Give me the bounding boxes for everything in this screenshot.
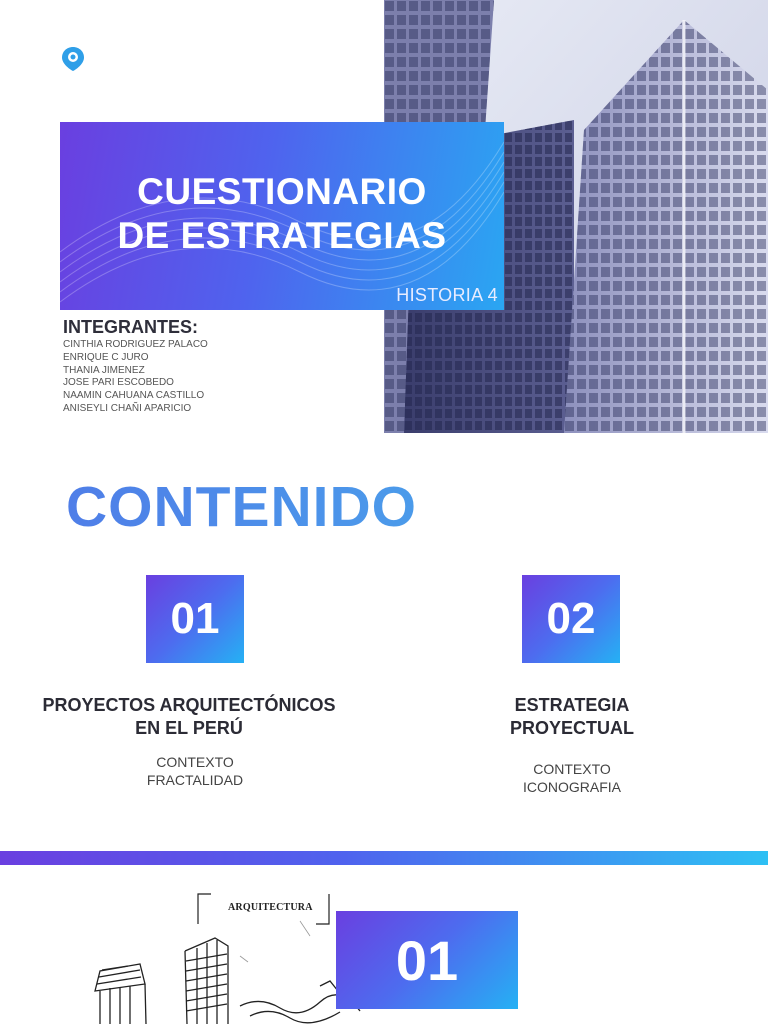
- location-pin-icon: [60, 46, 86, 72]
- section-subtitle-02: [462, 760, 682, 796]
- section-subtitle-line: FRACTALIDAD: [146, 772, 244, 788]
- section-number-01-large: 01: [336, 911, 518, 1009]
- section-number-01: 01: [146, 575, 244, 663]
- section-subtitle-line: ICONOGRAFIA: [522, 779, 621, 795]
- contents-slide: [0, 440, 768, 852]
- member-name: ANISEYLI CHAÑI APARICIO: [63, 402, 192, 414]
- gradient-divider: [0, 851, 768, 865]
- members-heading: INTEGRANTES:: [63, 317, 198, 337]
- member-name: CINTHIA RODRIGUEZ PALACO: [63, 339, 208, 350]
- section-title-02: [462, 694, 682, 740]
- section-title-line: ESTRATEGIA: [514, 695, 630, 715]
- subtitle: HISTORIA 4: [396, 285, 498, 305]
- member-name: THANIA JIMENEZ: [63, 364, 145, 376]
- section-subtitle-line: CONTEXTO: [156, 754, 234, 770]
- cover-slide: [0, 0, 768, 440]
- section-number-02: 02: [522, 575, 620, 663]
- sketch-label: ARQUITECTURA: [228, 902, 313, 913]
- section-title-line: PROYECTOS ARQUITECTÓNICOS: [42, 695, 336, 715]
- members-list: [63, 339, 208, 416]
- member-name: JOSE PARI ESCOBEDO: [63, 377, 174, 389]
- section-title-line: EN EL PERÚ: [135, 718, 243, 738]
- contents-heading: CONTENIDO: [66, 475, 417, 539]
- section-slide: [0, 866, 768, 1024]
- section-subtitle-01: [90, 753, 300, 789]
- member-name: NAAMIN CAHUANA CASTILLO: [63, 390, 205, 402]
- title-line-1: CUESTIONARIO: [137, 171, 427, 212]
- section-title-01: [14, 694, 364, 740]
- section-title-line: PROYECTUAL: [509, 718, 634, 738]
- title-line-2: DE ESTRATEGIAS: [117, 215, 447, 256]
- title-box: [60, 122, 504, 310]
- document-title: [60, 170, 504, 258]
- member-name: ENRIQUE C JURO: [63, 351, 149, 363]
- section-subtitle-line: CONTEXTO: [533, 761, 611, 777]
